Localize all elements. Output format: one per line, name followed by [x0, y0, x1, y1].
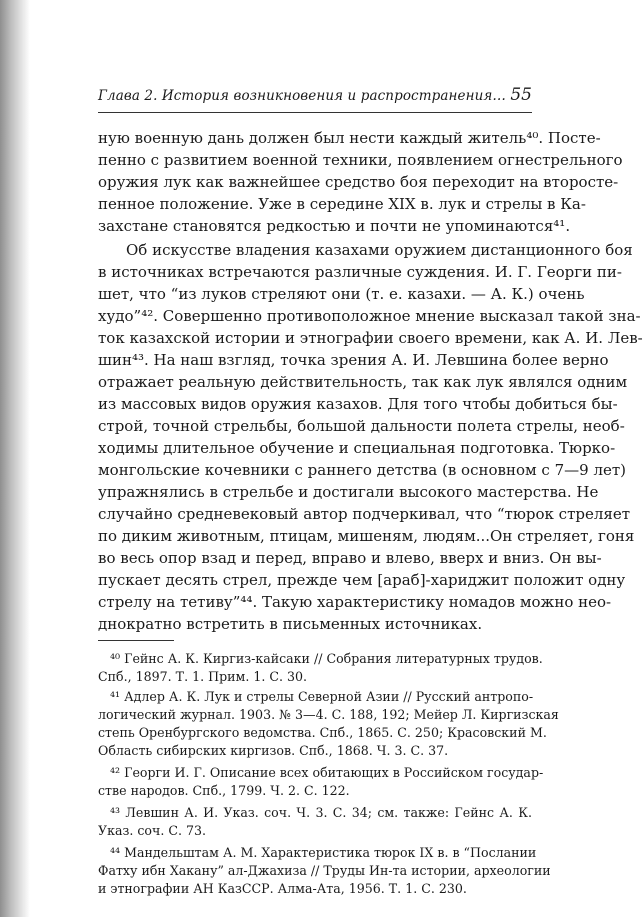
footnote-line: Область сибирских киргизов. Спб., 1868. Ч. 3. С. 37.	[98, 743, 449, 758]
footnote-line: стве народов. Спб., 1799. Ч. 2. С. 122.	[98, 783, 350, 798]
body-line: шет, что “из луков стреляют они (т. е. казахи. — А. К.) очень	[98, 285, 585, 303]
body-line: из массовых видов оружия казахов. Для того чтобы добиться бы-	[98, 395, 618, 413]
body-line: стрелу на тетиву”⁴⁴. Такую характеристику номадов можно нео-	[98, 593, 612, 611]
body-line: монгольские кочевники с раннего детства (в основном с 7—9 лет)	[98, 461, 627, 479]
footnote-line: Спб., 1897. Т. 1. Прим. 1. С. 30.	[98, 669, 308, 684]
footnote-line: степь Оренбургского ведомства. Спб., 1865. С. 250; Красовский М.	[98, 725, 547, 740]
body-line: в источниках встречаются различные суждения. И. Г. Георги пи-	[98, 263, 622, 281]
body-line: упражнялись в стрельбе и достигали высокого мастерства. Не	[98, 483, 599, 501]
footnote-line: и этнографии АН КазССР. Алма-Ата, 1956. Т. 1. С. 230.	[98, 881, 467, 896]
footnote-divider	[98, 640, 174, 641]
footnote-line: ⁴² Георги И. Г. Описание всех обитающих в Российском государ-	[110, 765, 544, 780]
body-line: худо”⁴². Совершенно противоположное мнение высказал такой зна-	[98, 307, 641, 325]
footnote-line: ⁴¹ Адлер А. К. Лук и стрелы Северной Азии // Русский антропо-	[110, 689, 534, 704]
body-line: ную военную дань должен был нести каждый житель⁴⁰. Посте-	[98, 129, 601, 147]
book-spine-shadow	[0, 0, 30, 917]
footnote-line: ⁴⁰ Гейнс А. К. Киргиз-кайсаки // Собрания литературных трудов.	[110, 651, 543, 666]
body-line: ходимы длительное обучение и специальная подготовка. Тюрко-	[98, 439, 616, 457]
body-line: отражает реальную действительность, так как лук являлся одним	[98, 373, 628, 391]
chapter-title: Глава 2. История возникновения и распространения…	[98, 88, 507, 104]
body-line: шин⁴³. На наш взгляд, точка зрения А. И. Левшина более верно	[98, 351, 609, 369]
footnote-line: Указ. соч. С. 73.	[98, 823, 206, 838]
body-line: оружия лук как важнейшее средство боя переходит на второсте-	[98, 173, 619, 191]
footnote-line: ⁴³ Левшин А. И. Указ. соч. Ч. 3. С. 34; см. также: Гейнс А. К.	[110, 805, 532, 820]
body-line: строй, точной стрельбы, большой дальности полета стрелы, необ-	[98, 417, 625, 435]
footnote-line: ⁴⁴ Мандельштам А. М. Характеристика тюрок IX в. в “Послании	[110, 845, 537, 860]
body-line: во весь опор взад и перед, вправо и влево, вверх и вниз. Он вы-	[98, 549, 602, 567]
body-line: пенно с развитием военной техники, появлением огнестрельного	[98, 151, 623, 169]
running-header	[98, 85, 532, 113]
footnote-line: логический журнал. 1903. № 3—4. С. 188, 192; Мейер Л. Киргизская	[98, 707, 559, 722]
body-line: Об искусстве владения казахами оружием дистанционного боя	[126, 241, 633, 259]
body-line: случайно средневековый автор подчеркивал, что “тюрок стреляет	[98, 505, 631, 523]
body-line: ток казахской истории и этнографии своего времени, как А. И. Лев-	[98, 329, 643, 347]
page-number: 55	[510, 85, 532, 105]
body-line: днократно встретить в письменных источниках.	[98, 615, 483, 633]
body-line: захстане становятся редкостью и почти не упоминаются⁴¹.	[98, 217, 571, 235]
body-line: пенное положение. Уже в середине XIX в. лук и стрелы в Ка-	[98, 195, 586, 213]
footnote-line: Фатху ибн Хакану” ал-Джахиза // Труды Ин-та истории, археологии	[98, 863, 551, 878]
body-line: пускает десять стрел, прежде чем [араб]-хариджит положит одну	[98, 571, 626, 589]
body-line: по диким животным, птицам, мишеням, людям...Он стреляет, гоня	[98, 527, 635, 545]
